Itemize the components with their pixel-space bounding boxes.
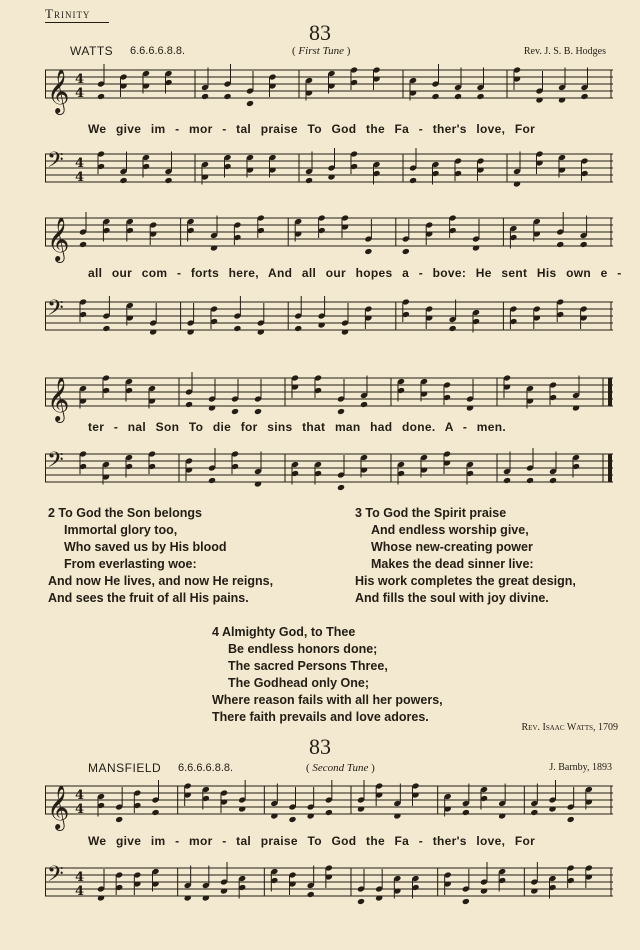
note-head — [270, 812, 278, 819]
note-head — [97, 894, 105, 901]
note-head — [409, 177, 417, 184]
note-head — [454, 93, 462, 100]
verse-line: And sees the fruit of all His pains. — [48, 591, 249, 605]
note-head — [375, 894, 383, 901]
time-signature: 4 — [75, 72, 85, 87]
note-head — [549, 477, 557, 484]
note-head — [220, 887, 228, 894]
note-head — [325, 809, 333, 816]
note-head — [164, 177, 172, 184]
note-head — [307, 812, 315, 819]
tune-label-text: First Tune — [298, 45, 344, 57]
note-head — [402, 248, 410, 255]
note-head — [337, 484, 345, 491]
note-head — [185, 401, 193, 408]
treble-clef-icon: 𝄞 — [47, 69, 70, 113]
note-head — [231, 408, 239, 415]
hymn-number: 83 — [309, 20, 331, 45]
note-head — [449, 325, 457, 332]
note-head — [208, 404, 216, 411]
note-head — [530, 887, 538, 894]
bass-clef-icon: 𝄢 — [47, 296, 64, 326]
final-barline — [608, 378, 612, 406]
note-head — [79, 241, 87, 248]
note-head — [187, 328, 195, 335]
note-head — [102, 325, 110, 332]
treble-staff-1 — [45, 62, 613, 113]
note-head — [357, 898, 365, 905]
note-head — [364, 248, 372, 255]
note-head — [337, 408, 345, 415]
note-head — [476, 93, 484, 100]
note-head — [548, 805, 556, 812]
verse-line: Immortal glory too, — [64, 523, 178, 537]
time-signature: 4 — [75, 156, 85, 171]
note-head — [480, 887, 488, 894]
verse-line: 2 To God the Son belongs — [48, 506, 202, 520]
verse-line: Whose new-creating power — [371, 540, 533, 554]
note-head — [184, 894, 192, 901]
composer-credit: Rev. J. S. B. Hodges — [523, 46, 606, 57]
note-head — [201, 93, 209, 100]
note-head — [431, 93, 439, 100]
bass-clef-icon: 𝄢 — [47, 148, 64, 178]
note-head — [357, 805, 365, 812]
note-head — [238, 805, 246, 812]
verse-line: And endless worship give, — [371, 523, 529, 537]
verse-line: And now He lives, and now He reigns, — [48, 574, 274, 588]
bass-staff-3 — [45, 446, 613, 492]
note-head — [223, 93, 231, 100]
composer-credit-2: J. Barnby, 1893 — [549, 762, 612, 773]
treble-clef-icon: 𝄞 — [47, 377, 70, 421]
lyrics-line-3: ter - nal Son To die for sins that man had done. A - men. — [88, 420, 507, 434]
note-head — [97, 93, 105, 100]
note-head — [556, 241, 564, 248]
verse-line: There faith prevails and love adores. — [212, 710, 429, 724]
treble-clef-icon: 𝄞 — [47, 785, 70, 829]
final-barline — [608, 454, 612, 482]
time-signature: 4 — [75, 870, 85, 885]
tune-name-2: MANSFIELD — [88, 761, 162, 775]
bass-staff-1 — [45, 146, 613, 192]
note-head — [530, 809, 538, 816]
time-signature: 4 — [75, 170, 85, 185]
note-head — [294, 325, 302, 332]
note-head — [327, 173, 335, 180]
note-head — [246, 100, 254, 107]
verse-line: Who saved us by His blood — [64, 540, 227, 554]
time-signature: 4 — [75, 802, 85, 817]
note-head — [149, 328, 157, 335]
tune-meter: 6.6.6.6.8.8. — [130, 45, 186, 57]
note-head — [119, 177, 127, 184]
lyrics-line-4: We give im - mor - tal praise To God the Fa - ther's love, For — [88, 834, 536, 848]
treble-staff-3 — [45, 370, 613, 421]
tune-meter-2: 6.6.6.6.8.8. — [178, 762, 234, 774]
note-head — [572, 404, 580, 411]
bass-staff-2 — [45, 294, 613, 340]
note-head — [318, 321, 326, 328]
note-head — [360, 401, 368, 408]
note-head — [202, 894, 210, 901]
note-head — [254, 408, 262, 415]
section-heading: Trinity — [45, 6, 91, 21]
verse-3 — [355, 505, 576, 607]
note-head — [472, 244, 480, 251]
text-credit: Rev. Isaac Watts, 1709 — [521, 722, 618, 733]
note-head — [462, 809, 470, 816]
tune-label-text-2: Second Tune — [312, 762, 369, 774]
verse-line: 3 To God the Spirit praise — [355, 506, 507, 520]
tune-label-2: ( Second Tune ) — [306, 762, 375, 774]
note-head — [257, 328, 265, 335]
verse-4 — [212, 624, 443, 726]
note-head — [115, 816, 123, 823]
lyrics-line-2: all our com - forts here, And all our hopes a - bove: He sent His own e - — [88, 266, 622, 280]
note-head — [307, 891, 315, 898]
note-head — [151, 809, 159, 816]
note-head — [580, 241, 588, 248]
bass-clef-icon: 𝄢 — [47, 448, 64, 478]
treble-clef-icon: 𝄞 — [47, 217, 70, 261]
treble-staff-4 — [45, 778, 613, 829]
bass-clef-icon: 𝄢 — [47, 862, 64, 892]
note-head — [498, 812, 506, 819]
verse-line: Where reason fails with all her powers, — [212, 693, 443, 707]
note-head — [580, 93, 588, 100]
verse-line: The Godhead only One; — [228, 676, 369, 690]
note-head — [567, 816, 575, 823]
note-head — [535, 96, 543, 103]
verse-line: And fills the soul with joy divine. — [355, 591, 549, 605]
treble-staff-2 — [45, 210, 613, 261]
lyrics-line-1: We give im - mor - tal praise To God the Fa - ther's love, For — [88, 122, 536, 136]
note-head — [341, 328, 349, 335]
verse-line: From everlasting woe: — [64, 557, 197, 571]
tune-label: ( First Tune ) — [292, 45, 351, 57]
verse-line: The sacred Persons Three, — [228, 659, 388, 673]
note-head — [254, 480, 262, 487]
time-signature: 4 — [75, 884, 85, 899]
verse-line: His work completes the great design, — [355, 574, 576, 588]
note-head — [305, 177, 313, 184]
note-head — [210, 244, 218, 251]
verse-line: Makes the dead sinner live: — [371, 557, 534, 571]
time-signature: 4 — [75, 86, 85, 101]
note-head — [526, 477, 534, 484]
note-head — [233, 325, 241, 332]
tune-name: WATTS — [70, 44, 114, 58]
note-head — [288, 816, 296, 823]
verse-line: 4 Almighty God, to Thee — [212, 625, 356, 639]
note-head — [503, 477, 511, 484]
note-head — [513, 180, 521, 187]
note-head — [393, 812, 401, 819]
bass-staff-4 — [45, 860, 613, 906]
note-head — [208, 477, 216, 484]
hymn-number-2: 83 — [309, 734, 331, 759]
verse-2 — [48, 505, 273, 607]
verse-line: Be endless honors done; — [228, 642, 378, 656]
note-head — [558, 96, 566, 103]
time-signature: 4 — [75, 788, 85, 803]
note-head — [462, 898, 470, 905]
note-head — [466, 404, 474, 411]
